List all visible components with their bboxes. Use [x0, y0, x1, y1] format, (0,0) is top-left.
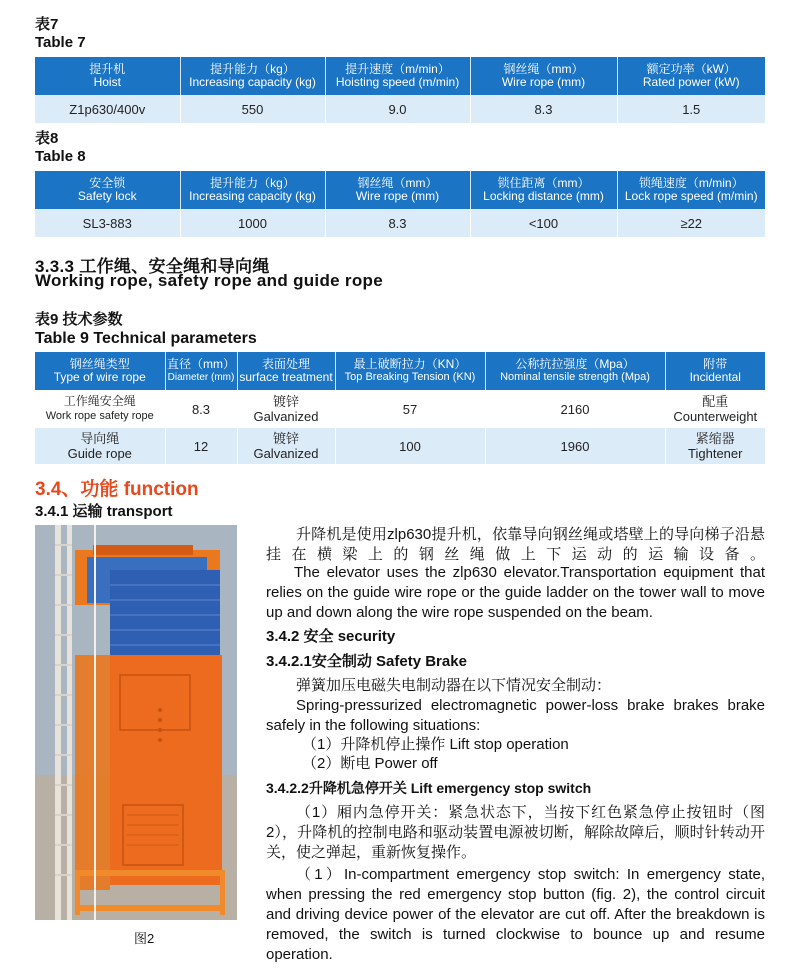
- table8-header: 安全锁 Safety lock: [35, 171, 180, 209]
- table-cell: <100: [470, 209, 617, 237]
- table-cell: 550: [180, 95, 325, 123]
- table-cell: 57: [335, 390, 485, 428]
- table-cell: 1.5: [617, 95, 765, 123]
- emergency-stop-paragraph-cn: （1）厢内急停开关：紧急状态下，当按下红色紧急停止按钮时（图2），升降机的控制电路和驱动装置电源被切断，解除故障后，顺时针转动开关，使之弹起，重新恢复操作。: [266, 804, 765, 861]
- table7-caption-cn: 表7: [35, 16, 59, 33]
- section-341-title: 3.4.1 运输 transport: [35, 503, 173, 520]
- section-3421-title: 3.4.2.1安全制动 Safety Brake: [266, 653, 467, 670]
- table7-caption-en: Table 7: [35, 34, 86, 51]
- table9-caption-cn: 表9 技术参数: [35, 311, 123, 328]
- elevator-photo: [35, 525, 237, 920]
- section-333-title-cn: 3.3.3 工作绳、安全绳和导向绳: [35, 257, 270, 276]
- elevator-illustration: [35, 525, 237, 920]
- table-cell: 工作绳安全绳 Work rope safety rope: [35, 390, 165, 428]
- safety-brake-item-2: （2）断电 Power off: [302, 755, 438, 772]
- figure-2-label: 图2: [134, 931, 155, 946]
- table9-header: 公称抗拉强度（Mpa） Nominal tensile strength (Mpa): [485, 352, 665, 390]
- table-cell: 8.3: [470, 95, 617, 123]
- table-cell: 1960: [485, 428, 665, 464]
- section-34-title: 3.4、功能 function: [35, 479, 199, 500]
- section-333-title-en: Working rope, safety rope and guide rope: [35, 271, 383, 290]
- table-cell: ≥22: [617, 209, 765, 237]
- table9-header: 表面处理 surface treatment: [237, 352, 335, 390]
- table-cell: 9.0: [325, 95, 470, 123]
- table-row: [35, 209, 765, 237]
- section-342-title: 3.4.2 安全 security: [266, 628, 396, 645]
- section-3422-title: 3.4.2.2升降机急停开关 Lift emergency stop switch: [266, 780, 592, 796]
- table7-header: 额定功率（kW） Rated power (kW): [617, 57, 765, 95]
- table8-header: 钢丝绳（mm） Wire rope (mm): [325, 171, 470, 209]
- table8: [35, 171, 765, 237]
- emergency-stop-paragraph-en: （1）In-compartment emergency stop switch: In emergency state, when pressing the red emergency stop button (fig. 2), the control circuit and driving device power of the elevator are cut off. After the breakdown is removed, the switch is turned clockwise to bounce up and resume operation.: [266, 866, 765, 963]
- table8-header: 提升能力（kg） Increasing capacity (kg): [180, 171, 325, 209]
- table9-header: 直径（mm） Diameter (mm): [165, 352, 237, 390]
- table-cell: 8.3: [325, 209, 470, 237]
- transport-paragraph-en: The elevator uses the zlp630 elevator.Transportation equipment that relies on the guide wire rope or the guide ladder on the tower wall to move up and down along the wire rope suspended on the beam.: [266, 564, 765, 621]
- table7-header: 提升速度（m/min） Hoisting speed (m/min): [325, 57, 470, 95]
- table7: [35, 57, 765, 123]
- table-cell: 100: [335, 428, 485, 464]
- table8-caption-en: Table 8: [35, 148, 86, 165]
- table-cell: 1000: [180, 209, 325, 237]
- safety-brake-item-1: （1）升降机停止操作 Lift stop operation: [302, 736, 569, 753]
- table-cell: 导向绳 Guide rope: [35, 428, 165, 464]
- table-cell: 2160: [485, 390, 665, 428]
- table7-header: 提升能力（kg） Increasing capacity (kg): [180, 57, 325, 95]
- table-cell: 8.3: [165, 390, 237, 428]
- table-cell: SL3-883: [35, 209, 180, 237]
- table-row: [35, 95, 765, 123]
- table7-header: 提升机 Hoist: [35, 57, 180, 95]
- table-cell: 镀锌 Galvanized: [237, 390, 335, 428]
- table9-header: 附带 Incidental: [665, 352, 765, 390]
- table9-header: 钢丝绳类型 Type of wire rope: [35, 352, 165, 390]
- table-cell: Z1p630/400v: [35, 95, 180, 123]
- table-cell: 12: [165, 428, 237, 464]
- table-cell: 紧缩器 Tightener: [665, 428, 765, 464]
- transport-paragraph-cn: 升降机是使用zlp630提升机，依靠导向钢丝绳或塔壁上的导向梯子沿悬挂在横梁上的钢丝绳做上下运动的运输设备。: [266, 526, 765, 563]
- table9: [35, 352, 765, 464]
- table8-header: 锁绳速度（m/min） Lock rope speed (m/min): [617, 171, 765, 209]
- table8-caption-cn: 表8: [35, 130, 59, 147]
- table-row: [35, 428, 765, 464]
- table9-header: 最上破断拉力（KN） Top Breaking Tension (KN): [335, 352, 485, 390]
- table8-header: 锁住距离（mm） Locking distance (mm): [470, 171, 617, 209]
- safety-brake-paragraph-en: Spring-pressurized electromagnetic power-loss brake brakes brake safely in the following situations:: [266, 697, 765, 734]
- table-cell: 配重 Counterweight: [665, 390, 765, 428]
- table7-header: 钢丝绳（mm） Wire rope (mm): [470, 57, 617, 95]
- table9-caption-en: Table 9 Technical parameters: [35, 330, 257, 347]
- safety-brake-paragraph-cn: 弹簧加压电磁失电制动器在以下情况安全制动：: [296, 677, 612, 694]
- table-cell: 镀锌 Galvanized: [237, 428, 335, 464]
- table-row: [35, 390, 765, 428]
